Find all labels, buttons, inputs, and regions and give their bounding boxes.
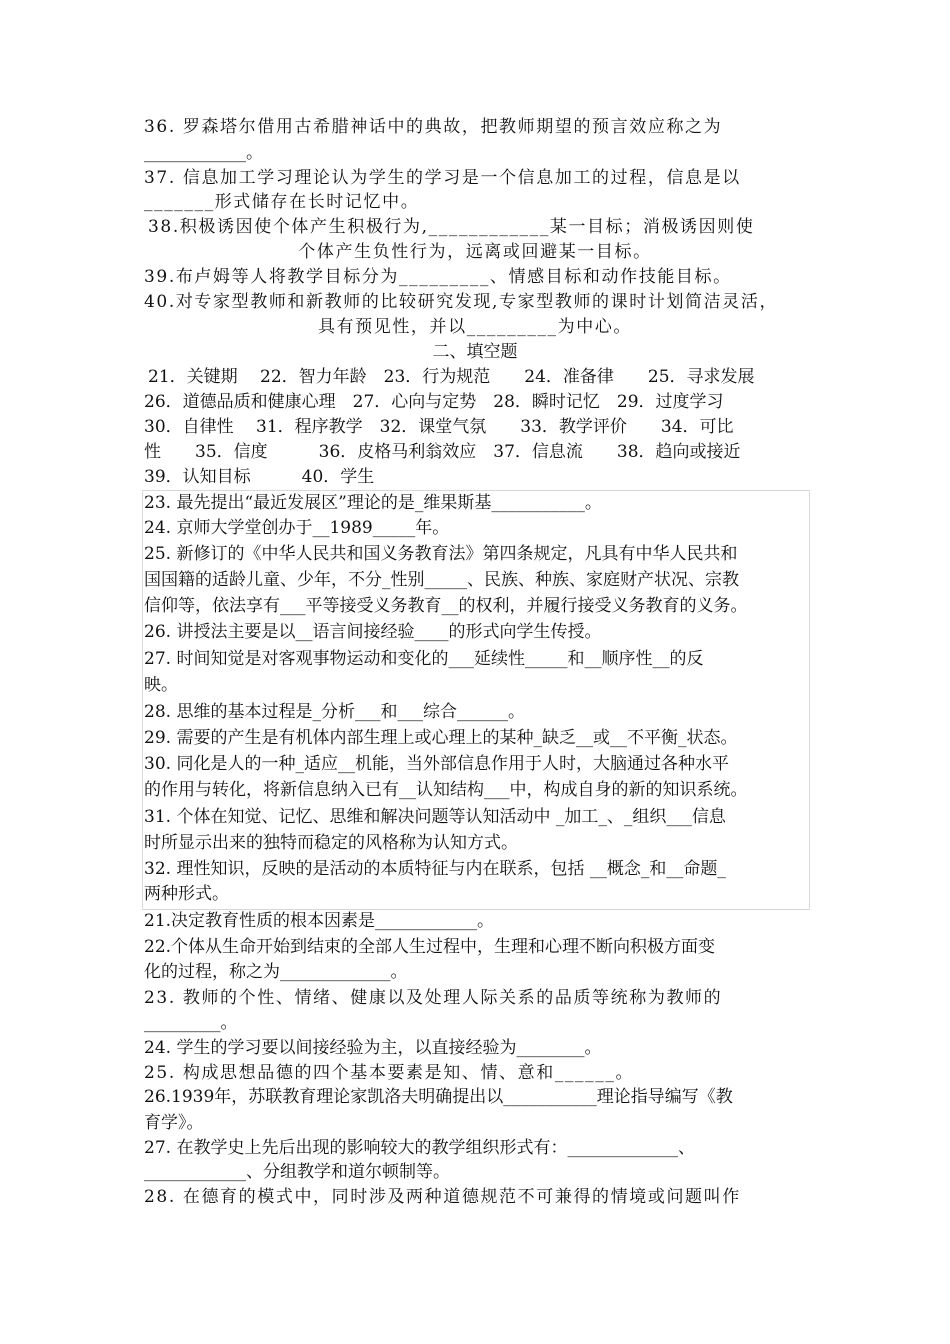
box-question-23: 23. 最先提出“最近发展区”理论的是_维果斯基___________。 [144,493,602,513]
answer-key-line-1: 21．关键期 22．智力年龄 23．行为规范 24．准备律 25．寻求发展 [148,367,755,387]
question-40-line-1: 40.对专家型教师和新教师的比较研究发现,专家型教师的课时计划简洁灵活， [144,292,779,312]
question-37-line-1: 37. 信息加工学习理论认为学生的学习是一个信息加工的过程，信息是以 [144,168,741,188]
question-23-line-2: _________。 [144,1013,238,1033]
question-26-line-1: 26.1939年，苏联教育理论家凯洛夫明确提出以___________理论指导编写《教 [144,1087,733,1107]
question-38-line-1: 38.积极诱因使个体产生积极行为,____________某一目标；消极诱因则使 [148,217,755,237]
question-40-line-2: 具有预见性，并以_________为中心。 [317,317,633,337]
box-question-32-line-1: 32. 理性知识，反映的是活动的本质特征与内在联系，包括 __概念_和__命题_ [144,859,726,879]
box-question-24: 24. 京师大学堂创办于__1989_____年。 [144,518,450,538]
question-22-line-2: 化的过程，称之为_____________。 [144,962,408,982]
question-28: 28. 在德育的模式中，同时涉及两种道德规范不可兼得的情境或问题叫作 [144,1187,741,1207]
question-27-line-2: ____________、分组教学和道尔顿制等。 [144,1162,450,1182]
question-23-line-1: 23. 教师的个性、情绪、健康以及处理人际关系的品质等统称为教师的 [144,988,723,1008]
box-question-27-line-2: 映。 [144,675,178,695]
box-question-32-line-2: 两种形式。 [144,884,229,904]
box-question-26: 26. 讲授法主要是以__语言间接经验____的形式向学生传授。 [144,622,602,642]
question-36-line-2: ____________。 [144,143,263,163]
question-36-line-1: 36. 罗森塔尔借用古希腊神话中的典故，把教师期望的预言效应称之为 [144,117,723,137]
question-39: 39.布卢姆等人将教学目标分为_________、情感目标和动作技能目标。 [144,267,732,287]
box-question-31-line-1: 31. 个体在知觉、记忆、思维和解决问题等认知活动中 _加工_、_组织___信息 [144,807,726,827]
box-question-30-line-1: 30. 同化是人的一种_适应__机能，当外部信息作用于人时，大脑通过各种水平 [144,754,729,774]
question-22-line-1: 22.个体从生命开始到结束的全部人生过程中，生理和心理不断向积极方面变 [144,937,716,957]
answer-key-line-2: 26．道德品质和健康心理 27．心向与定势 28．瞬时记忆 29．过度学习 [144,392,724,412]
box-question-25-line-3: 信仰等，依法享有___平等接受义务教育__的权利，并履行接受义务教育的义务。 [144,596,748,616]
section-heading: 二、填空题 [432,342,518,362]
box-question-27-line-1: 27. 时间知觉是对客观事物运动和变化的___延续性_____和__顺序性__的反 [144,649,704,669]
box-question-29: 29. 需要的产生是有机体内部生理上或心理上的某种_缺乏__或__不平衡_状态。 [144,728,738,748]
question-27-line-1: 27. 在教学史上先后出现的影响较大的教学组织形式有：_____________、 [144,1138,695,1158]
box-question-25-line-2: 国国籍的适龄儿童、少年，不分_性别_____、民族、种族、家庭财产状况、宗教 [144,570,739,590]
box-question-31-line-2: 时所显示出来的独特而稳定的风格称为认知方式。 [144,833,518,853]
question-38-line-2: 个体产生负性行为，远离或回避某一目标。 [298,242,652,262]
box-question-25-line-1: 25. 新修订的《中华人民共和国义务教育法》第四条规定，凡具有中华人民共和 [144,544,738,564]
question-37-line-2: _______形式储存在长时记忆中。 [144,192,420,212]
box-question-28: 28. 思维的基本过程是_分析___和___综合______。 [144,702,525,722]
question-21: 21.决定教育性质的根本因素是____________。 [144,911,495,931]
answer-key-line-3: 30．自律性 31．程序教学 32．课堂气氛 33．教学评价 34．可比 [144,417,734,437]
answer-key-line-5: 39．认知目标 40．学生 [144,467,375,487]
box-question-30-line-2: 的作用与转化，将新信息纳入已有__认知结构___中，构成自身的新的知识系统。 [144,780,748,800]
answer-key-line-4: 性 35．信度 36．皮格马利翁效应 37．信息流 38．趋向或接近 [144,442,741,462]
question-24: 24. 学生的学习要以间接经验为主，以直接经验为________。 [144,1038,602,1058]
question-26-line-2: 育学》。 [144,1113,204,1133]
question-25: 25. 构成思想品德的四个基本要素是知、情、意和______。 [144,1063,635,1083]
